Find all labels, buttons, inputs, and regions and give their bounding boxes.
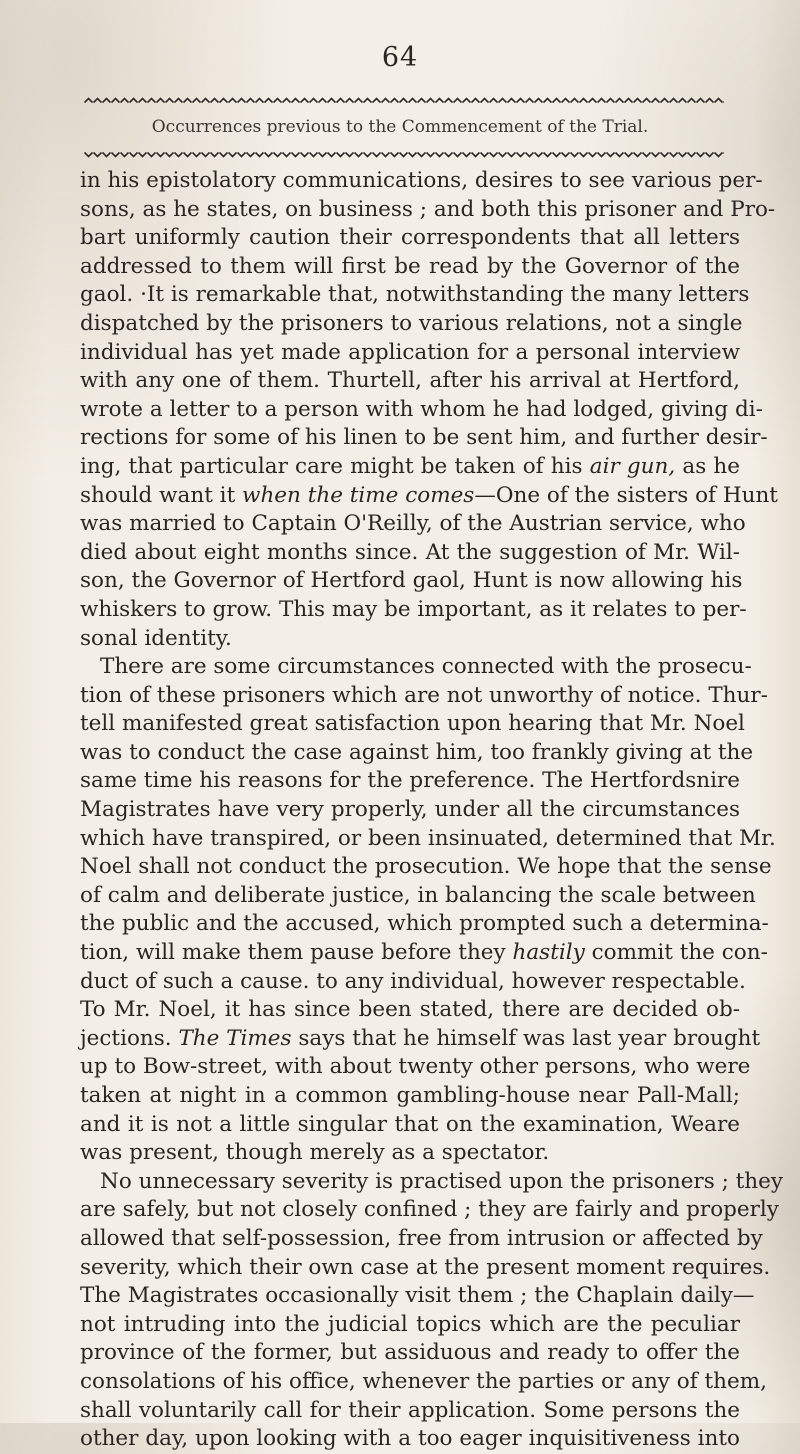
text-line: was present, though merely as a spectator. [80,1140,550,1166]
text-line: the public and the accused, which prompted such a determina- [80,911,769,937]
text-line: was to conduct the case against him, too frankly giving at the [80,739,754,765]
text-run: —One of the sisters of Hunt [474,482,778,508]
text-line: was married to Captain O'Reilly, of the Austrian service, who [80,511,746,537]
text-line: tion of these prisoners which are not unworthy of notice. Thur- [80,682,768,708]
text-run: tion, will make them pause before they [80,940,513,966]
page-number: 64 [381,42,419,73]
text-line: individual has yet made application for a personal interview [80,339,740,365]
italic-run: air gun, [589,453,676,479]
text-line: not intruding into the judicial topics which are the peculiar [80,1311,740,1337]
body-text [80,167,784,1454]
text-line: There are some circumstances connected with the prosecu- [100,654,752,680]
italic-run: when the time comes [242,482,475,508]
text-line: other day, upon looking with a too eager inquisitiveness into [80,1426,740,1452]
text-line-mixed [80,1025,761,1054]
text-line: allowed that self-possession, free from intrusion or affected by [80,1225,763,1251]
text-line: rections for some of his linen to be sent him, and further desir- [80,425,768,451]
text-line: The Magistrates occasionally visit them ; the Chaplain daily— [80,1283,755,1309]
ornament-rule-bottom [84,151,724,158]
text-line: son, the Governor of Hertford gaol, Hunt is now allowing his [80,568,743,594]
text-line: sons, as he states, on business ; and both this prisoner and Pro- [80,196,776,222]
ornament-rule-top [84,97,724,104]
text-run: says that he himself was last year brought [291,1025,761,1051]
paragraph-2 [80,653,776,1168]
text-line: shall voluntarily call for their application. Some persons the [80,1397,740,1423]
text-line-mixed [80,453,740,482]
italic-run: hastily [512,940,585,966]
text-line: taken at night in a common gambling-house near Pall-Mall; [80,1083,740,1108]
text-line-mixed [80,482,778,511]
italic-run: The Times [178,1025,292,1051]
running-head: Occurrences previous to the Commencement of the Trial. [151,117,649,137]
text-line: of calm and deliberate justice, in balancing the scale between [80,882,756,908]
text-line: tell manifested great satisfaction upon hearing that Mr. Noel [80,711,745,737]
text-line: consolations of his office, whenever the parties or any of them, [80,1368,767,1394]
text-run: jections. [80,1025,179,1051]
text-run: should want it [80,482,243,508]
text-line: Magistrates have very properly, under all the circumstances [80,797,740,823]
text-line: bart uniformly caution their correspondents that all letters [80,225,740,251]
text-line: gaol. ·It is remarkable that, notwithstanding the many letters [80,282,750,308]
text-line: duct of such a cause. to any individual, however respectable. [80,968,746,994]
text-line: wrote a letter to a person with whom he had lodged, giving di- [80,396,763,422]
text-line: with any one of them. Thurtell, after his arrival at Hertford, [80,368,740,394]
ornament-pattern-bottom [84,151,724,158]
text-line: addressed to them will first be read by the Governor of the [80,253,740,279]
text-line: severity, which their own case at the present moment requires. [80,1254,771,1280]
paragraph-3 [80,1168,784,1454]
text-run: as he [675,453,740,479]
text-run: commit the con- [584,940,768,966]
text-line: and it is not a little singular that on the examination, Weare [80,1111,740,1137]
text-line: dispatched by the prisoners to various relations, not a single [80,310,743,336]
text-line: up to Bow-street, with about twenty other persons, who were [80,1054,751,1080]
text-line: died about eight months since. At the suggestion of Mr. Wil- [80,539,740,565]
text-run: ing, that particular care might be taken of his [80,453,590,479]
text-line: are safely, but not closely confined ; they are fairly and properly [80,1197,779,1223]
text-line-mixed [80,939,768,968]
text-line: To Mr. Noel, it has since been stated, there are decided ob- [80,997,740,1023]
ornament-pattern-top [84,97,724,104]
text-line: sonal identity. [80,625,232,651]
text-line: in his epistolatory communications, desires to see various per- [80,168,763,193]
paragraph-1 [80,167,778,653]
text-line: Noel shall not conduct the prosecution. We hope that the sense [80,854,772,880]
text-line: province of the former, but assiduous and ready to offer the [80,1340,740,1366]
text-line: No unnecessary severity is practised upon the prisoners ; they [100,1168,784,1194]
text-line: same time his reasons for the preference. The Hertfordsnire [80,768,740,794]
text-line: whiskers to grow. This may be important, as it relates to per- [80,596,747,622]
text-line: which have transpired, or been insinuated, determined that Mr. [80,825,776,851]
